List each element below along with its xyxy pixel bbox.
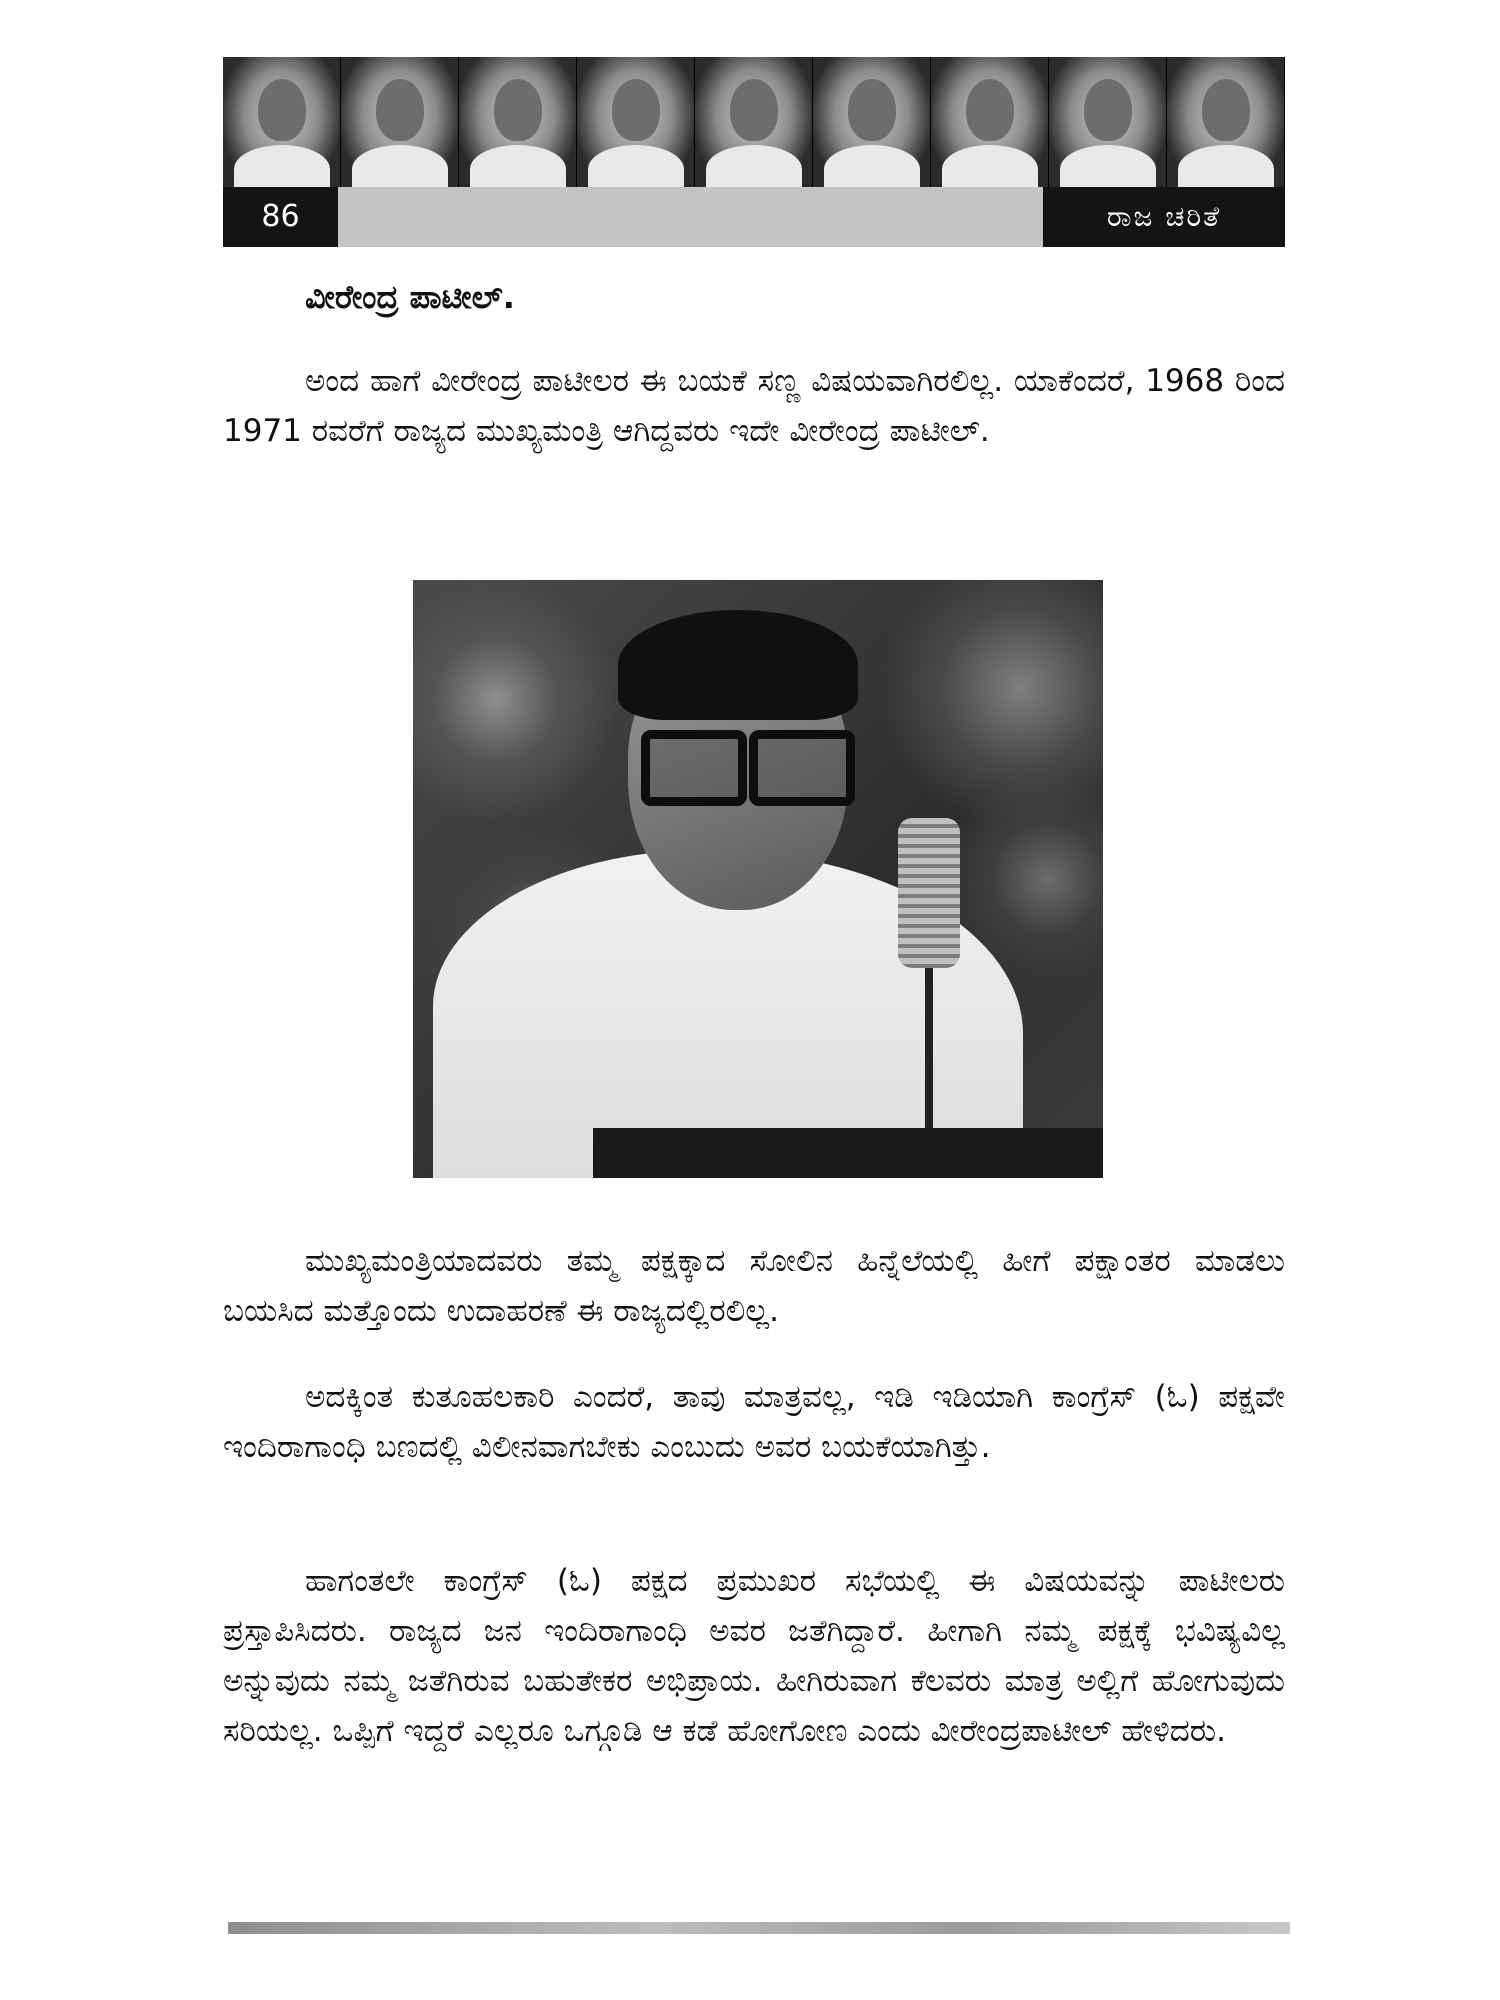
- portrait-photo: [931, 57, 1049, 187]
- book-title: ರಾಜ ಚರಿತೆ: [1043, 187, 1285, 247]
- portrait-photo: [813, 57, 931, 187]
- header-banner: [223, 57, 1285, 247]
- page-number: 86: [223, 187, 338, 247]
- portrait-photo: [459, 57, 577, 187]
- portrait-photo: [1049, 57, 1167, 187]
- portrait-photo: [341, 57, 459, 187]
- paragraph-1: ಅಂದ ಹಾಗೆ ವೀರೇಂದ್ರ ಪಾಟೀಲರ ಈ ಬಯಕೆ ಸಣ್ಣ ವಿಷಯವಾಗಿರಲಿಲ್ಲ. ಯಾಕೆಂದರೆ, 1968 ರಿಂದ 1971 ರವರೆಗೆ ರಾಜ್ಯದ ಮುಖ್ಯಮಂತ್ರಿ ಆಗಿದ್ದವರು ಇದೇ ವೀರೇಂದ್ರ ಪಾಟೀಲ್.: [223, 363, 1285, 449]
- header-band: [338, 187, 1043, 247]
- section-heading: ವೀರೇಂದ್ರ ಪಾಟೀಲ್.: [305, 278, 515, 316]
- microphone-icon: [898, 818, 960, 968]
- paragraph-2: ಮುಖ್ಯಮಂತ್ರಿಯಾದವರು ತಮ್ಮ ಪಕ್ಷಕ್ಕಾದ ಸೋಲಿನ ಹಿನ್ನೆಲೆಯಲ್ಲಿ ಹೀಗೆ ಪಕ್ಷಾಂತರ ಮಾಡಲು ಬಯಸಿದ ಮತ್ತೊಂದು ಉದಾಹರಣೆ ಈ ರಾಜ್ಯದಲ್ಲಿರಲಿಲ್ಲ.: [223, 1243, 1285, 1329]
- paragraph-4: ಹಾಗಂತಲೇ ಕಾಂಗ್ರೆಸ್ (ಓ) ಪಕ್ಷದ ಪ್ರಮುಖರ ಸಭೆಯಲ್ಲಿ ಈ ವಿಷಯವನ್ನು ಪಾಟೀಲರು ಪ್ರಸ್ತಾಪಿಸಿದರು. ರಾಜ್ಯದ ಜನ ಇಂದಿರಾಗಾಂಧಿ ಅವರ ಜತೆಗಿದ್ದಾರೆ. ಹೀಗಾಗಿ ನಮ್ಮ ಪಕ್ಷಕ್ಕೆ ಭವಿಷ್ಯವಿಲ್ಲ ಅನ್ನುವುದು ನಮ್ಮ ಜತೆಗಿರುವ ಬಹುತೇಕರ ಅಭಿಪ್ರಾಯ. ಹೀಗಿರುವಾಗ ಕೆಲವರು ಮಾತ್ರ ಅಲ್ಲಿಗೆ ಹೋಗುವುದು ಸರಿಯಲ್ಲ. ಒಪ್ಪಿಗೆ ಇದ್ದರೆ ಎಲ್ಲರೂ ಒಗ್ಗೂಡಿ ಆ ಕಡೆ ಹೋಗೋಣ ಎಂದು ವೀರೇಂದ್ರಪಾಟೀಲ್ ಹೇಳಿದರು.: [223, 1563, 1285, 1749]
- footer-divider: [228, 1922, 1290, 1934]
- portrait-photo: [223, 57, 341, 187]
- portrait-strip: [223, 57, 1285, 187]
- portrait-photo: [695, 57, 813, 187]
- portrait-photo: [577, 57, 695, 187]
- portrait-photograph: [413, 580, 1103, 1178]
- portrait-photo: [1167, 57, 1285, 187]
- paragraph-3: ಅದಕ್ಕಿಂತ ಕುತೂಹಲಕಾರಿ ಎಂದರೆ, ತಾವು ಮಾತ್ರವಲ್ಲ, ಇಡಿ ಇಡಿಯಾಗಿ ಕಾಂಗ್ರೆಸ್ (ಓ) ಪಕ್ಷವೇ ಇಂದಿರಾಗಾಂಧಿ ಬಣದಲ್ಲಿ ವಿಲೀನವಾಗಬೇಕು ಎಂಬುದು ಅವರ ಬಯಕೆಯಾಗಿತ್ತು.: [223, 1379, 1285, 1465]
